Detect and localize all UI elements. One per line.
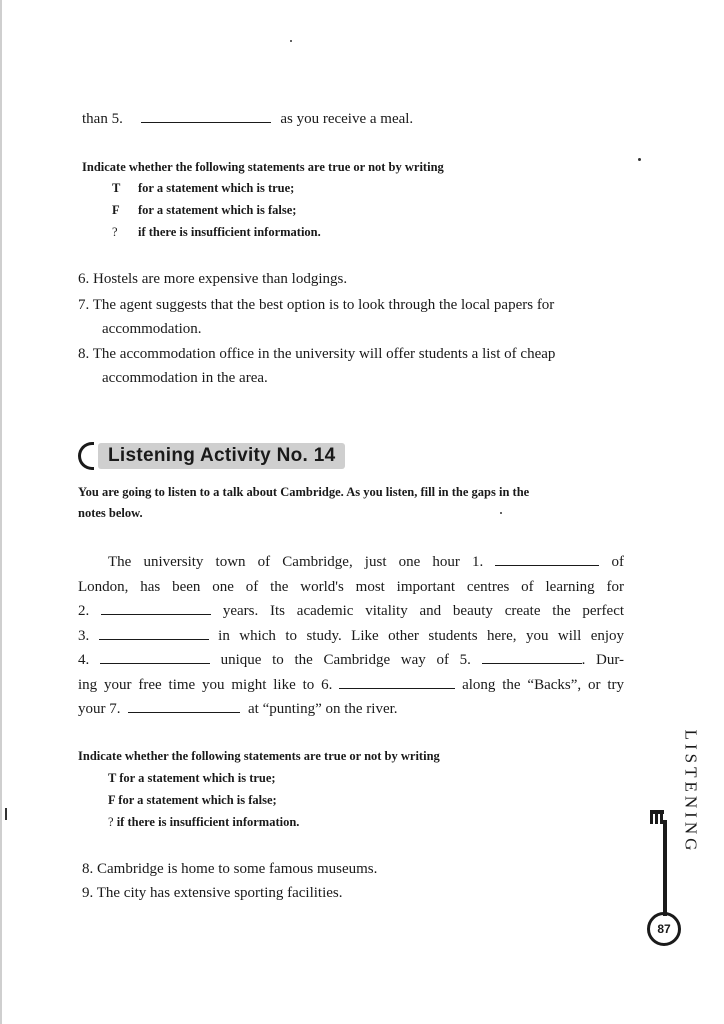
statement-item — [82, 860, 377, 878]
statement-number: 6. — [78, 271, 90, 287]
key-description: for a statement which is false; — [118, 793, 277, 807]
key-description: for a statement which is true; — [119, 771, 276, 785]
key-letter: F — [108, 793, 116, 807]
gap-2-blank[interactable] — [101, 602, 211, 615]
instructions-1-intro: Indicate whether the following statements are true or not by writing — [82, 160, 444, 174]
scan-speck — [500, 512, 502, 514]
key-description: if there is insufficient information. — [138, 225, 321, 239]
passage-text: in which to study. Like other students here, you will enjoy — [218, 628, 625, 644]
passage-text: unique to the Cambridge way of 5. — [220, 652, 471, 668]
statement-item — [82, 884, 343, 902]
instructions-1-item — [112, 181, 294, 196]
key-description: for a statement which is true; — [138, 181, 295, 195]
key-description: if there is insufficient information. — [116, 815, 300, 829]
instructions-1-item — [112, 225, 321, 240]
passage-line — [78, 651, 624, 669]
statement-number: 8. — [78, 346, 90, 362]
question-5-start: than 5. — [82, 111, 123, 127]
key-letter: ? — [112, 225, 118, 239]
instructions-2-intro: Indicate whether the following statements are true or not by writing — [78, 749, 440, 763]
gap-7-blank[interactable] — [128, 700, 240, 713]
passage-text: 2. — [78, 603, 90, 619]
gap-5-blank[interactable] — [482, 651, 582, 664]
passage-line — [78, 553, 624, 571]
passage-text: The university town of Cambridge, just one hour 1. — [108, 554, 484, 570]
scan-speck — [5, 808, 7, 820]
passage-text: 4. — [78, 652, 90, 668]
page-number: 87 — [647, 912, 681, 946]
statement-item — [78, 296, 554, 314]
question-5-line — [82, 110, 413, 128]
instructions-2-item — [108, 793, 277, 808]
passage-text: years. Its academic vitality and beauty create the perfect — [222, 603, 625, 619]
key-letter: T — [112, 181, 121, 195]
scan-speck — [638, 158, 641, 161]
passage-text: of — [611, 554, 624, 570]
key-letter: F — [112, 203, 120, 217]
statement-item — [78, 345, 555, 363]
question-5-end: as you receive a meal. — [280, 111, 414, 127]
passage-text: at “punting” on the river. — [248, 701, 398, 717]
passage-line — [78, 676, 624, 694]
statement-number: 9. — [82, 885, 94, 901]
key-letter: T — [108, 771, 117, 785]
gap-1-blank[interactable] — [495, 553, 599, 566]
heading-bracket-icon — [78, 442, 94, 470]
section-label-text: LISTENING — [681, 729, 701, 855]
gap-3-blank[interactable] — [99, 627, 209, 640]
statement-text: The accommodation office in the university will offer students a list of cheap — [92, 346, 556, 362]
passage-line — [78, 700, 398, 718]
activity-intro: You are going to listen to a talk about Cambridge. As you listen, fill in the gaps in the — [78, 485, 530, 499]
instructions-2-item — [108, 815, 299, 830]
page-edge — [0, 0, 2, 1024]
activity-intro: notes below. — [78, 506, 143, 520]
activity-heading — [78, 441, 345, 471]
scan-speck — [290, 40, 292, 42]
passage-line — [78, 602, 624, 620]
statement-number: 8. — [82, 861, 94, 877]
statement-text: Cambridge is home to some famous museums. — [97, 861, 378, 877]
passage-text: . Dur- — [581, 652, 625, 668]
key-stem-icon — [663, 820, 667, 916]
passage-text: 3. — [78, 628, 90, 644]
statement-item — [78, 270, 347, 288]
statement-text: Hostels are more expensive than lodgings. — [93, 271, 348, 287]
passage-text: along the “Backs”, or try — [462, 677, 625, 693]
passage-text: your 7. — [78, 701, 121, 717]
key-teeth-icon — [650, 810, 664, 826]
passage-line: London, has been one of the world's most important centres of learning for — [78, 579, 624, 595]
question-5-blank[interactable] — [141, 110, 271, 123]
activity-title: Listening Activity No. 14 — [98, 443, 345, 469]
statement-continuation: accommodation in the area. — [102, 370, 268, 386]
key-letter: ? — [108, 815, 114, 829]
instructions-1-item — [112, 203, 296, 218]
gap-6-blank[interactable] — [339, 676, 455, 689]
key-description: for a statement which is false; — [138, 203, 297, 217]
statement-text: The city has extensive sporting facilities. — [96, 885, 343, 901]
gap-4-blank[interactable] — [100, 651, 210, 664]
passage-line — [78, 627, 624, 645]
instructions-2-item — [108, 771, 276, 786]
statement-text: The agent suggests that the best option is to look through the local papers for — [92, 297, 555, 313]
statement-number: 7. — [78, 297, 90, 313]
statement-continuation: accommodation. — [102, 321, 202, 337]
passage-text: ing your free time you might like to 6. — [78, 677, 333, 693]
